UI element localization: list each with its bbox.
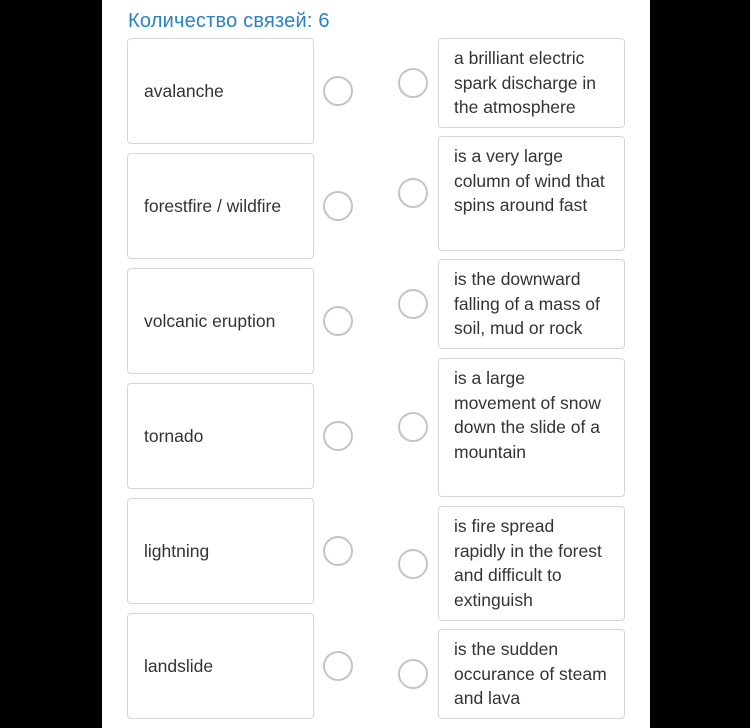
right-item-definition[interactable] — [438, 136, 625, 251]
right-item-definition[interactable] — [438, 259, 625, 349]
left-item-label: landslide — [144, 655, 214, 676]
left-connector-radio[interactable] — [323, 191, 353, 221]
left-connector-radio[interactable] — [323, 536, 353, 566]
left-item-forestfire[interactable] — [127, 153, 314, 259]
left-connector-radio[interactable] — [323, 651, 353, 681]
right-item-definition[interactable] — [438, 629, 625, 719]
right-item-definition[interactable] — [438, 358, 625, 497]
right-connector-radio[interactable] — [398, 178, 428, 208]
right-item-label: is the sudden occurance of steam and lava — [454, 639, 607, 709]
right-item-label: is fire spread rapidly in the forest and difficult to extinguish — [454, 516, 602, 611]
right-item-label: is a large movement of snow down the slide of a mountain — [454, 368, 601, 463]
right-item-label: is the downward falling of a mass of soil, mud or rock — [454, 269, 600, 339]
right-connector-radio[interactable] — [398, 549, 428, 579]
left-item-tornado[interactable] — [127, 383, 314, 489]
right-connector-radio[interactable] — [398, 68, 428, 98]
right-connector-radio[interactable] — [398, 659, 428, 689]
left-item-avalanche[interactable] — [127, 38, 314, 144]
matching-question-panel — [102, 0, 650, 728]
left-item-label: volcanic eruption — [144, 310, 276, 331]
left-item-label: forestfire / wildfire — [144, 195, 282, 216]
left-item-label: avalanche — [144, 80, 224, 101]
right-item-label: is a very large column of wind that spins around fast — [454, 146, 605, 216]
left-item-label: lightning — [144, 540, 210, 561]
connections-count-title: Количество связей: 6 — [128, 10, 330, 32]
left-item-label: tornado — [144, 425, 204, 446]
left-connector-radio[interactable] — [323, 306, 353, 336]
left-item-landslide[interactable] — [127, 613, 314, 719]
right-item-definition[interactable] — [438, 506, 625, 621]
left-connector-radio[interactable] — [323, 421, 353, 451]
left-item-lightning[interactable] — [127, 498, 314, 604]
left-connector-radio[interactable] — [323, 76, 353, 106]
left-item-volcanic-eruption[interactable] — [127, 268, 314, 374]
right-item-label: a brilliant electric spark discharge in the atmosphere — [454, 48, 597, 118]
right-item-definition[interactable] — [438, 38, 625, 128]
right-connector-radio[interactable] — [398, 289, 428, 319]
right-connector-radio[interactable] — [398, 412, 428, 442]
